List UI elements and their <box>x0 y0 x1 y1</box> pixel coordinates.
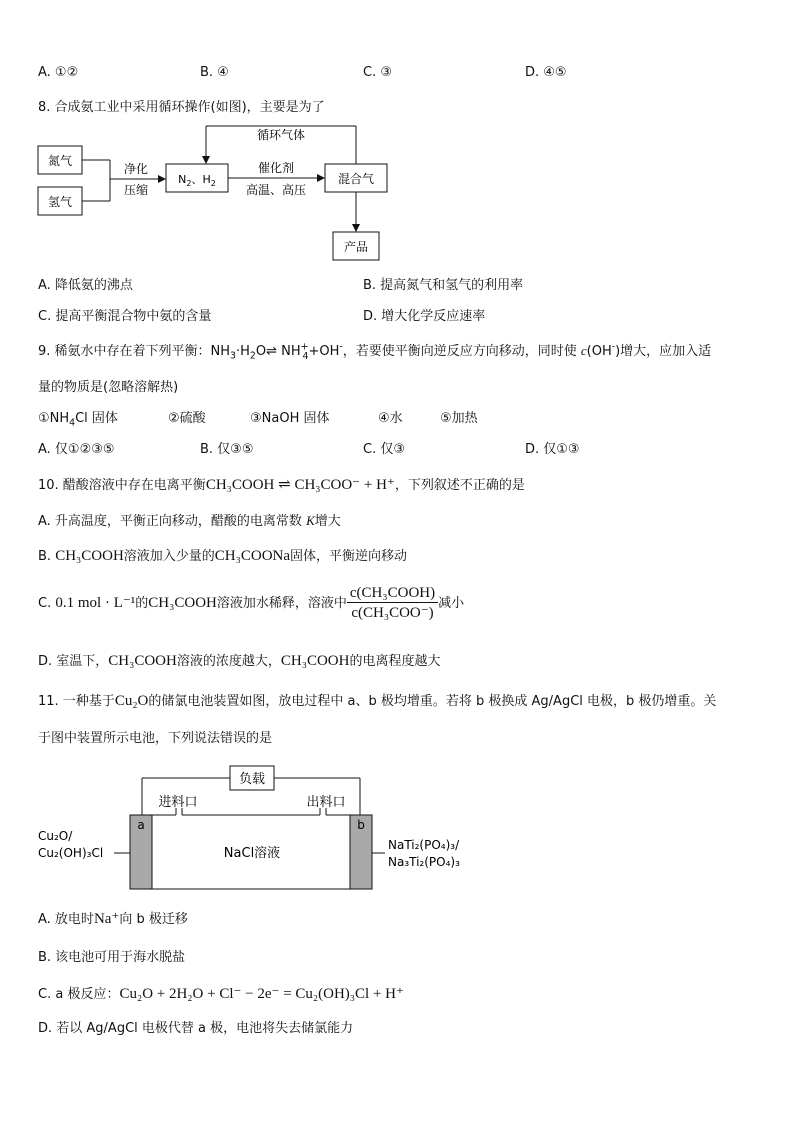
hydrogen-label: 氢气 <box>47 195 73 209</box>
purify-label: 净化 <box>123 162 149 176</box>
electrode-b-label: b <box>357 818 365 832</box>
q9-item-4: ④水 <box>378 411 403 426</box>
q9-option-b: B. 仅③⑤ <box>200 442 254 457</box>
q7-option-a: A. ①② <box>38 65 79 80</box>
reactants-label: $N_2$、$H_2$ <box>178 173 216 188</box>
outlet-label: 出料口 <box>306 795 346 810</box>
q10-stem: 10. 醋酸溶液中存在电离平衡CH₃COOH ⇌ CH₃COO⁻ + H⁺，下列叙述不正确的是 <box>38 477 525 493</box>
inlet-label: 进料口 <box>158 795 198 810</box>
q9-stem: 9. 稀氨水中存在着下列平衡：$NH_3\cdot H_2O\rightleftharpoons$ $NH^+_4+OH^-$，若要使平衡向逆反应方向移动，同时使 c(OH-)增大，应加入适 <box>38 341 712 362</box>
q8-option-d: D. 增大化学反应速率 <box>363 309 486 324</box>
right-material-1: NaTi₂(PO₄)₃/ <box>388 838 460 852</box>
q10-option-d: D. 室温下，CH₃COOH溶液的浓度越大，CH₃COOH的电离程度越大 <box>38 653 441 669</box>
q9-item-3: ③NaOH 固体 <box>250 411 330 426</box>
q8-option-b: B. 提高氮气和氢气的利用率 <box>363 278 524 293</box>
q9-item-1: $①NH_4Cl$ 固体 <box>38 411 118 429</box>
q11-option-b: B. 该电池可用于海水脱盐 <box>38 950 186 965</box>
q7-option-b: B. ④ <box>200 65 229 80</box>
q11-stem: 11. 一种基于Cu₂O的储氯电池装置如图，放电过程中 a、b 极均增重。若将 b 极换成 Ag/AgCl 电极，b 极仍增重。关 <box>38 693 717 709</box>
q7-option-c: C. ③ <box>363 65 392 80</box>
product-label: 产品 <box>343 240 369 254</box>
q11-battery-diagram <box>30 760 480 895</box>
mixture-label: 混合气 <box>337 172 375 186</box>
q11-option-c: C. a 极反应：Cu₂O + 2H₂O + Cl⁻ − 2e⁻ = Cu₂(OH)₃Cl + H⁺ <box>38 986 404 1002</box>
q9-option-d: D. 仅①③ <box>525 442 580 457</box>
q8-option-c: C. 提高平衡混合物中氨的含量 <box>38 309 212 324</box>
solution-label: NaCl溶液 <box>223 846 281 861</box>
q10-fraction: $\frac{\text{c(CH₃COOH)}}{\text{c(CH₃COO⁻)}}$ <box>347 585 438 622</box>
q10-option-a: A. 升高温度，平衡正向移动，醋酸的电离常数 K增大 <box>38 513 341 529</box>
q9-option-a: A. 仅①②③⑤ <box>38 442 115 457</box>
q8-ammonia-diagram <box>30 118 400 264</box>
q9-stem-line2: 量的物质是(忽略溶解热) <box>38 380 179 395</box>
q7-option-d: D. ④⑤ <box>525 65 567 80</box>
q8-stem: 8. 合成氨工业中采用循环操作(如图)，主要是为了 <box>38 100 325 115</box>
catalyst-label: 催化剂 <box>257 161 295 175</box>
q11-option-d: D. 若以 Ag/AgCl 电极代替 a 极，电池将失去储氯能力 <box>38 1021 354 1036</box>
electrode-a-label: a <box>137 818 145 832</box>
left-material-1: Cu₂O/ <box>38 829 73 843</box>
q8-option-a: A. 降低氨的沸点 <box>38 278 133 293</box>
compress-label: 压缩 <box>123 183 149 197</box>
q10-option-b: B. CH₃COOH溶液加入少量的CH₃COONa固体，平衡逆向移动 <box>38 548 408 564</box>
left-material-2: Cu₂(OH)₃Cl <box>38 846 104 860</box>
q10-option-c: C. 0.1 mol · L⁻¹的CH₃COOH溶液加水稀释，溶液中 $\frac{\text{c(CH₃COOH)}}{\text{c(CH₃COO⁻)}}$ 减小 <box>38 585 465 621</box>
nitrogen-label: 氮气 <box>47 154 73 168</box>
conditions-label: 高温、高压 <box>245 183 307 197</box>
q11-stem-line2: 于图中装置所示电池，下列说法错误的是 <box>38 731 273 746</box>
q9-option-c: C. 仅③ <box>363 442 405 457</box>
q9-item-2: ②硫酸 <box>168 411 206 426</box>
q9-item-5: ⑤加热 <box>440 411 478 426</box>
right-material-2: Na₃Ti₂(PO₄)₃ <box>388 855 460 869</box>
load-label: 负载 <box>238 772 266 787</box>
recycle-label: 循环气体 <box>256 128 306 142</box>
q11-option-a: A. 放电时Na⁺向 b 极迁移 <box>38 911 188 927</box>
